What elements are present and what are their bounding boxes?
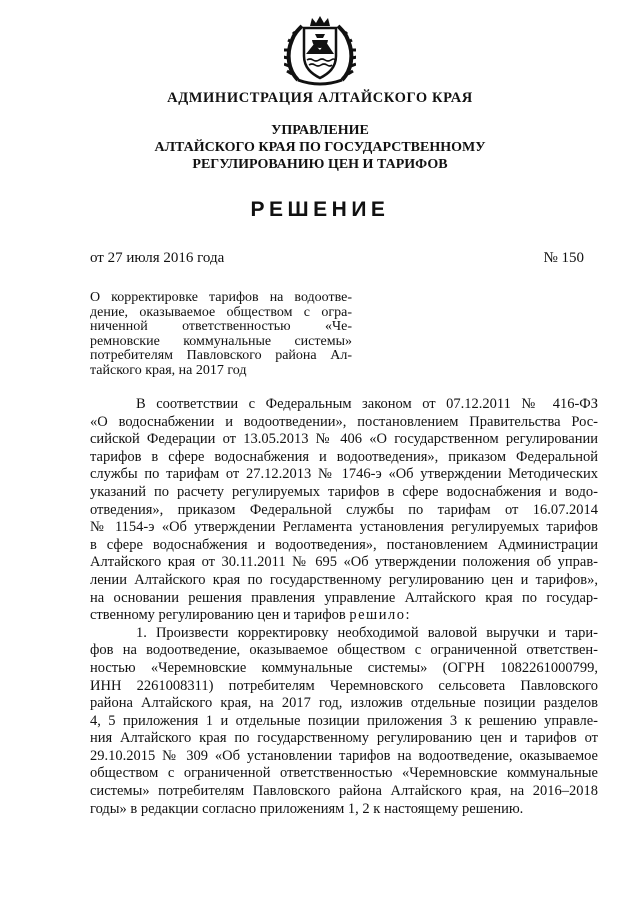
body-line: ния Алтайского края по государственному регулированию цен и тарифов от: [90, 730, 598, 747]
body-line-text: ственному регулированию цен и тарифов: [90, 607, 346, 624]
body-line-resolved: [90, 607, 598, 625]
body-line: ИНН 2261008311) потребителям Черемновского сельсовета Павловского: [90, 677, 598, 694]
body-line: отведения», приказом Федеральной службы по тарифам от 16.07.2014: [90, 501, 598, 518]
body-line: годы» в редакции согласно приложениям 1, 2 к настоящему решению.: [90, 800, 524, 817]
subject-line: потребителям Павловского района Ал-: [90, 348, 352, 364]
resolved-word: решило: [349, 607, 406, 624]
altai-krai-coat-of-arms-icon: [284, 14, 356, 90]
subject-line: ниченной ответственностью «Че-: [90, 319, 352, 335]
document-number: № 150: [543, 250, 584, 266]
subject-line: тайского края, на 2017 год: [90, 362, 247, 378]
department-line: УПРАВЛЕНИЕ: [271, 123, 369, 138]
body-line: 29.10.2015 № 309 «Об установлении тарифов на водоотведение, оказываемое: [90, 747, 598, 764]
body-line: Алтайского края от 30.11.2011 № 695 «Об утверждении положения об управ-: [90, 554, 598, 571]
department-name: [0, 122, 640, 173]
department-line: АЛТАЙСКОГО КРАЯ ПО ГОСУДАРСТВЕННОМУ: [154, 140, 486, 155]
document-type-title: РЕШЕНИЕ: [250, 198, 390, 221]
body-line: района Алтайского края, на 2017 год, изложив отдельные позиции разделов: [90, 695, 598, 712]
body-line: 1. Произвести корректировку необходимой валовой выручки и тари-: [136, 624, 598, 641]
organization-name: АДМИНИСТРАЦИЯ АЛТАЙСКОГО КРАЯ: [167, 90, 473, 106]
body-line: лении Алтайского края по государственному регулированию цен и тарифов»,: [90, 571, 598, 588]
body-line: 4, 5 приложения 1 и отдельные позиции приложения 3 к решению управле-: [90, 712, 598, 729]
subject-line: ремновские коммунальные системы»: [90, 333, 352, 349]
body-line: фов на водоотведение, оказываемое обществом с ограниченной ответствен-: [90, 642, 598, 659]
body-line: в сфере водоснабжения и водоотведения», постановлением Администрации: [90, 536, 598, 553]
body-line: № 1154-э «Об утверждении Регламента установления регулируемых тарифов: [90, 519, 598, 536]
document-date: от 27 июля 2016 года: [90, 250, 225, 266]
body-line: системы» потребителям Павловского района Алтайского края, на 2016–2018: [90, 783, 598, 800]
document-body: [90, 396, 598, 818]
body-line: указаний по расчету регулируемых тарифов в сфере водоснабжения и водо-: [90, 483, 598, 500]
body-line: сийской Федерации от 13.05.2013 № 406 «О государственном регулировании: [90, 431, 598, 448]
body-line: тарифов в сфере водоснабжения и водоотведения», приказом Федеральной: [90, 448, 598, 465]
body-line: обществом с ограниченной ответственностью «Черемновские коммунальные: [90, 765, 598, 782]
department-line: РЕГУЛИРОВАНИЮ ЦЕН И ТАРИФОВ: [192, 157, 448, 172]
body-line: службы по тарифам от 27.12.2013 № 1746-э «Об утверждении Методических: [90, 466, 598, 483]
body-line: ностью «Черемновские коммунальные системы» (ОГРН 1082261000799,: [90, 659, 598, 676]
resolved-colon: :: [405, 607, 410, 624]
subject-line: дение, оказываемое обществом с огра-: [90, 304, 352, 320]
body-line: на основании решения правления управление Алтайского края по государ-: [90, 589, 598, 606]
subject-line: О корректировке тарифов на водоотве-: [90, 290, 352, 305]
body-line: В соответствии с Федеральным законом от 07.12.2011 № 416-ФЗ: [136, 396, 598, 412]
body-line: «О водоснабжении и водоотведении», постановлением Правительства Рос-: [90, 413, 598, 430]
document-subject: [90, 291, 352, 379]
